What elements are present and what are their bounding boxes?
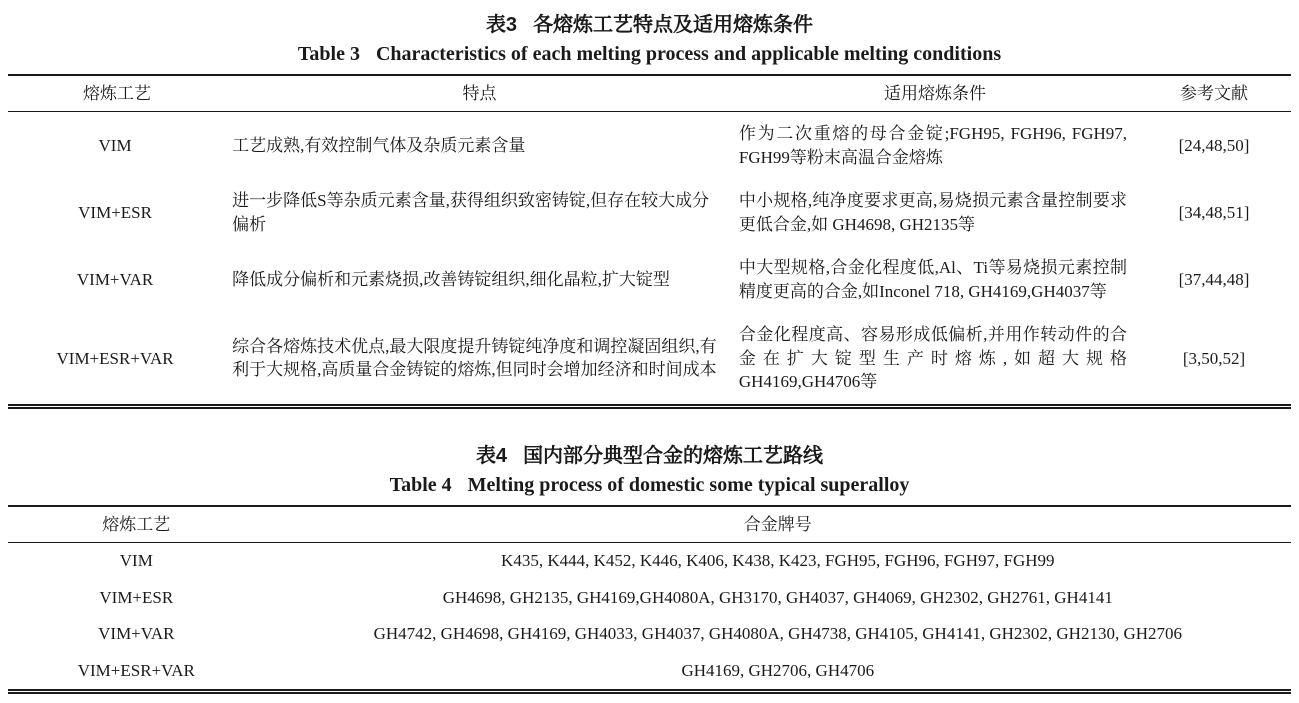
table3-caption-zh-text: 各熔炼工艺特点及适用熔炼条件 [533,14,814,36]
table4-header-alloys: 合金牌号 [265,506,1291,543]
table3-cell-conditions: 作为二次重熔的母合金锭;FGH95, FGH96, FGH97, FGH99等粉末高温合金熔炼 [738,124,1128,167]
table3-header-refs: 参考文献 [1137,75,1291,112]
table3-cell-features: 进一步降低S等杂质元素含量,获得组织致密铸锭,但存在较大成分偏析 [232,191,710,234]
table4 [8,505,1291,694]
table3 [8,74,1291,409]
table3-cell-conditions: 中小规格,纯净度要求更高,易烧损元素含量控制要求更低合金,如 GH4698, GH2135等 [738,191,1128,234]
table-row [8,579,1291,615]
table3-section [0,12,1299,409]
table4-caption-en-text: Melting process of domestic some typical superalloy [467,473,910,496]
table3-cell-conditions: 合金化程度高、容易形成低偏析,并用作转动件的合金在扩大锭型生产时熔炼,如超大规格GH4169,GH4706等 [733,313,1137,406]
table-row [8,313,1291,406]
table3-cell-refs: [34,48,51] [1178,203,1250,223]
table-row [8,616,1291,652]
table4-caption-zh-text: 国内部分典型合金的熔炼工艺路线 [523,444,824,467]
table4-header-process: 熔炼工艺 [8,506,265,543]
table4-cell-alloys: GH4698, GH2135, GH4169,GH4080A, GH3170, GH4037, GH4069, GH2302, GH2761, GH4141 [442,587,1113,607]
table3-cell-process: VIM+VAR [76,269,154,289]
table3-header-row [8,75,1291,112]
table-row [8,652,1291,691]
table4-caption-zh-label: 表4 [475,444,508,467]
table4-cell-process: VIM+ESR+VAR [8,652,265,691]
table3-cell-features: 工艺成熟,有效控制气体及杂质元素含量 [232,136,526,156]
table4-caption-zh [0,443,1299,469]
table3-caption-zh [0,12,1299,38]
table4-caption-en [0,472,1299,498]
table3-caption-en-text: Characteristics of each melting process and applicable melting conditions [375,43,1002,65]
table3-cell-refs: [3,50,52] [1137,313,1291,406]
table4-cell-alloys: GH4742, GH4698, GH4169, GH4033, GH4037, GH4080A, GH4738, GH4105, GH4141, GH2302, GH2130, GH2706 [373,624,1182,644]
table3-caption-en [0,41,1299,67]
table3-caption-en-label: Table 3 [297,43,360,65]
table4-cell-process: VIM+VAR [98,624,175,644]
table3-header-process: 熔炼工艺 [8,75,226,112]
table3-cell-process: VIM+ESR+VAR [8,313,226,406]
table3-cell-process: VIM [98,136,132,156]
table-row [8,112,1291,179]
table3-cell-refs: [24,48,50] [1178,136,1250,156]
table-row [8,542,1291,579]
table3-header-features: 特点 [226,75,733,112]
table4-cell-process: VIM+ESR [99,587,174,607]
table-row [8,179,1291,246]
table3-cell-process: VIM+ESR [78,203,152,223]
table4-cell-process: VIM [119,551,153,571]
table3-header-conditions: 适用熔炼条件 [733,75,1137,112]
table4-cell-alloys: K435, K444, K452, K446, K406, K438, K423, FGH95, FGH96, FGH97, FGH99 [501,551,1055,571]
table-row [8,246,1291,313]
table4-header-row [8,506,1291,543]
table3-cell-features: 综合各熔炼技术优点,最大限度提升铸锭纯净度和调控凝固组织,有利于大规格,高质量合金铸锭的熔炼,但同时会增加经济和时间成本 [226,313,733,406]
table3-cell-features: 降低成分偏析和元素烧损,改善铸锭组织,细化晶粒,扩大锭型 [232,269,670,289]
table4-cell-alloys: GH4169, GH2706, GH4706 [265,652,1291,691]
table4-caption-en-label: Table 4 [389,473,452,496]
table3-cell-conditions: 中大型规格,合金化程度低,Al、Ti等易烧损元素控制精度更高的合金,如Inconel 718, GH4169,GH4037等 [738,258,1128,301]
table4-section [0,443,1299,694]
table3-caption-zh-label: 表3 [485,14,518,36]
table3-cell-refs: [37,44,48] [1178,269,1250,289]
